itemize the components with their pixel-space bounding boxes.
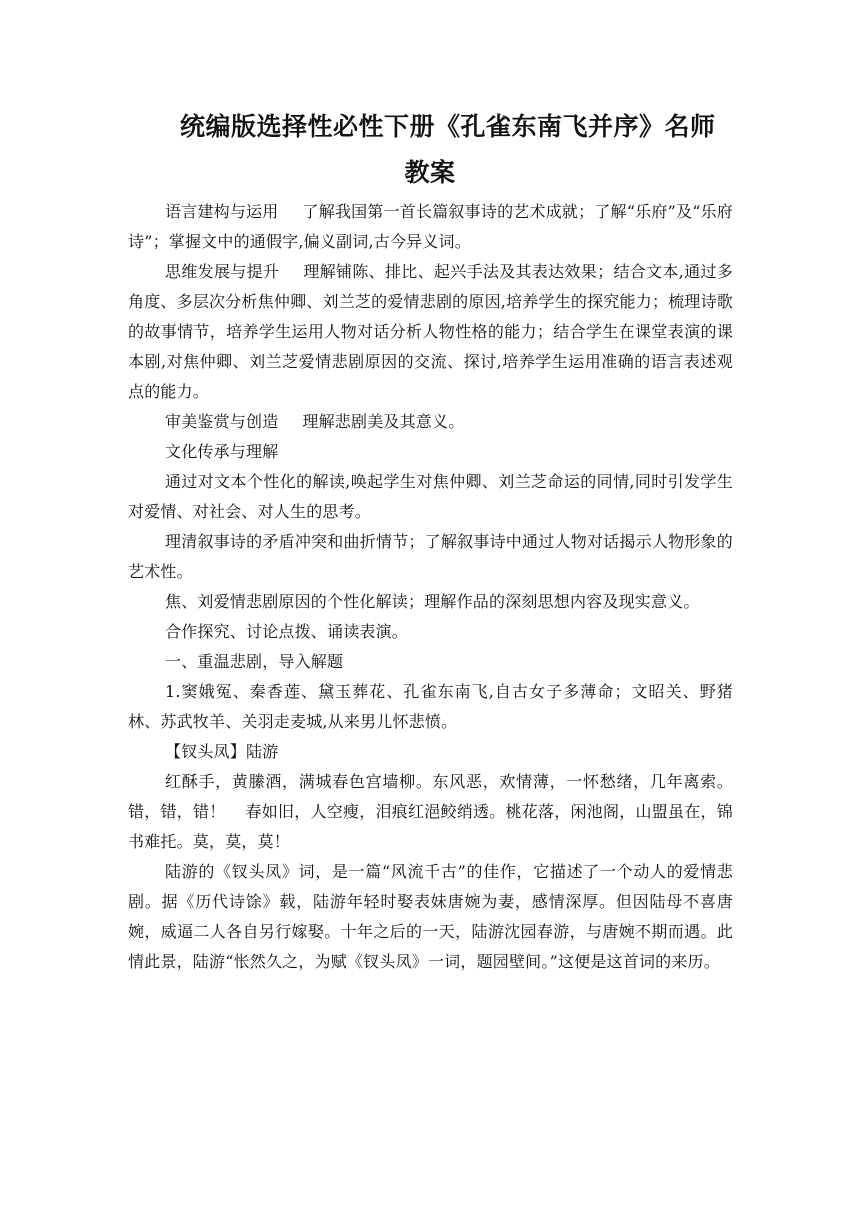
poem-part-2: 春如旧，人空瘦，泪痕红浥鲛绡透。桃花落，闲池阁，山盟虽在，锦书难托。莫，莫，莫！ bbox=[128, 802, 733, 851]
objective-thinking-text: 理解铺陈、排比、起兴手法及其表达效果；结合文本,通过多角度、多层次分析焦仲卿、刘兰芝的爱情悲剧的原因,培养学生的探究能力；梳理诗歌的故事情节，培养学生运用人物对话分析人物性格的能力；结合学生在课堂表演的课本剧,对焦仲卿、刘兰芝爱情悲剧原因的交流、探讨,培养学生运用准确的语言表述观点的能力。 bbox=[128, 262, 733, 401]
poem-title: 【钗头凤】陆游 bbox=[165, 742, 279, 761]
objective-aesthetic-paragraph bbox=[128, 407, 733, 437]
objective-language-text: 了解我国第一首长篇叙事诗的艺术成就；了解“乐府”及“乐府诗”；掌握文中的通假字,偏义副词,古今异义词。 bbox=[128, 202, 734, 251]
document-title-line2: 教案 bbox=[404, 158, 456, 187]
intro-item-1: 1.窦娥冤、秦香莲、黛玉葬花、孔雀东南飞,自古女子多薄命；文昭关、野猪林、苏武牧羊、关羽走麦城,从来男儿怀悲愤。 bbox=[128, 682, 733, 731]
section-heading-intro: 一、重温悲剧，导入解题 bbox=[165, 652, 344, 671]
objective-language-heading: 语言建构与运用 bbox=[165, 202, 279, 221]
poem-background-text: 陆游的《钗头凤》词，是一篇“风流千古”的佳作，它描述了一个动人的爱情悲剧。据《历代诗馀》载，陆游年轻时娶表妹唐婉为妻，感情深厚。但因陆母不喜唐婉，威逼二人各自另行嫁娶。十年之后的一天，陆游沈园春游，与唐婉不期而遇。此情此景，陆游“怅然久之，为赋《钗头凤》一词，题园壁间。”这便是这首词的来历。 bbox=[128, 862, 733, 971]
objective-language-paragraph bbox=[128, 197, 733, 257]
objective-thinking-paragraph bbox=[128, 257, 733, 407]
objective-aesthetic-text: 理解悲剧美及其意义。 bbox=[302, 412, 465, 431]
document-body bbox=[128, 197, 733, 977]
objective-aesthetic-heading: 审美鉴赏与创造 bbox=[165, 412, 279, 431]
objective-thinking-heading: 思维发展与提升 bbox=[165, 262, 280, 281]
difficult-points-text: 焦、刘爱情悲剧原因的个性化解读；理解作品的深刻思想内容及现实意义。 bbox=[165, 592, 700, 611]
objective-culture-heading: 文化传承与理解 bbox=[165, 442, 279, 461]
teaching-methods-text: 合作探究、讨论点拨、诵读表演。 bbox=[165, 622, 409, 641]
poem-text bbox=[128, 767, 733, 857]
poem-part-1: 红酥手，黄縢酒，满城春色宫墙柳。东风恶，欢情薄，一怀愁绪，几年离索。错，错，错！ bbox=[128, 772, 733, 821]
key-points-text: 理清叙事诗的矛盾冲突和曲折情节；了解叙事诗中通过人物对话揭示人物形象的艺术性。 bbox=[128, 532, 733, 581]
document-title-line1: 统编版选择性必性下册《孔雀东南飞并序》名师 bbox=[180, 112, 716, 141]
objective-culture-text: 通过对文本个性化的解读,唤起学生对焦仲卿、刘兰芝命运的同情,同时引发学生对爱情、对社会、对人生的思考。 bbox=[128, 472, 733, 521]
